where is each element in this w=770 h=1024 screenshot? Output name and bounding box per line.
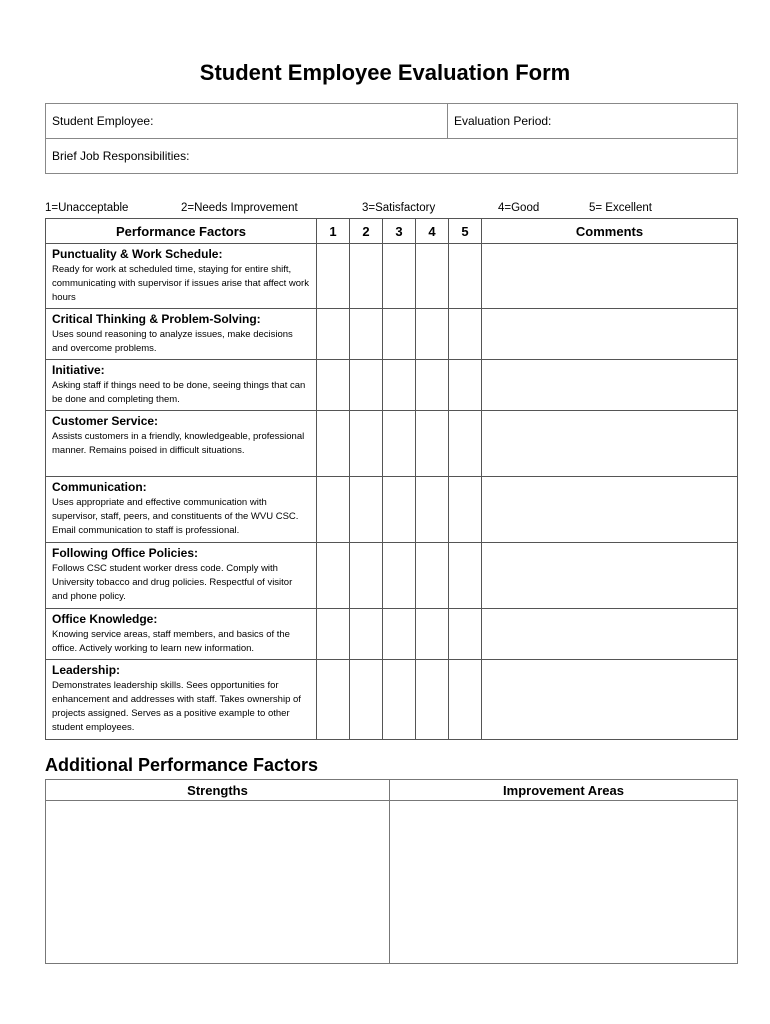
factor-name: Following Office Policies: <box>52 546 199 560</box>
scale-4: 4=Good <box>498 202 540 214</box>
factor-row-communication <box>46 477 738 543</box>
factor-description: Asking staff if things need to be done, seeing things that can be done and completing them. <box>52 380 306 405</box>
rating-cell-5[interactable] <box>449 477 482 543</box>
scale-2: 2=Needs Improvement <box>181 202 298 214</box>
header-strengths: Strengths <box>46 780 390 801</box>
rating-cell-5[interactable] <box>449 609 482 660</box>
scale-1: 1=Unacceptable <box>45 202 129 214</box>
comment-cell[interactable] <box>482 609 738 660</box>
factor-description: Assists customers in a friendly, knowledgeable, professional manner. Remains poised in difficult situations. <box>52 431 305 456</box>
strengths-improvement-table <box>45 779 738 964</box>
rating-cell-1[interactable] <box>317 411 350 477</box>
factor-row-customer-service <box>46 411 738 477</box>
header-rating-4: 4 <box>416 219 449 244</box>
rating-cell-2[interactable] <box>350 660 383 740</box>
header-performance-factors: Performance Factors <box>46 219 317 244</box>
rating-cell-5[interactable] <box>449 543 482 609</box>
additional-factors-title: Additional Performance Factors <box>45 755 319 775</box>
factor-cell <box>46 543 317 609</box>
rating-cell-3[interactable] <box>383 477 416 543</box>
comment-cell[interactable] <box>482 309 738 360</box>
rating-cell-5[interactable] <box>449 360 482 411</box>
comment-cell[interactable] <box>482 543 738 609</box>
evaluation-period-field[interactable] <box>448 104 738 139</box>
header-rating-1: 1 <box>317 219 350 244</box>
rating-cell-3[interactable] <box>383 609 416 660</box>
factor-cell <box>46 244 317 309</box>
rating-cell-3[interactable] <box>383 360 416 411</box>
strengths-field[interactable] <box>46 801 390 964</box>
factor-description: Follows CSC student worker dress code. Comply with University tobacco and drug policies. Respectful of visitor and phone policy. <box>52 563 293 602</box>
header-rating-3: 3 <box>383 219 416 244</box>
page-title: Student Employee Evaluation Form <box>199 60 571 85</box>
scale-3: 3=Satisfactory <box>362 202 436 214</box>
factor-description: Ready for work at scheduled time, staying for entire shift, communicating with supervisor if issues arise that affect work hours <box>52 264 309 303</box>
brief-job-responsibilities-field[interactable] <box>46 139 738 174</box>
factor-row-leadership <box>46 660 738 740</box>
employee-info-table <box>45 103 738 174</box>
factor-description: Uses appropriate and effective communication with supervisor, staff, peers, and constituents of the WVU CSC. Email communication to staff is professional. <box>52 497 299 536</box>
rating-cell-1[interactable] <box>317 609 350 660</box>
header-improvement-areas: Improvement Areas <box>390 780 738 801</box>
rating-cell-1[interactable] <box>317 477 350 543</box>
rating-cell-4[interactable] <box>416 411 449 477</box>
rating-cell-3[interactable] <box>383 660 416 740</box>
factor-name: Punctuality & Work Schedule: <box>52 247 223 261</box>
improvement-areas-field[interactable] <box>390 801 738 964</box>
header-comments: Comments <box>482 219 738 244</box>
factor-row-punctuality <box>46 244 738 309</box>
student-employee-field[interactable] <box>46 104 448 139</box>
factor-name: Office Knowledge: <box>52 612 158 626</box>
factor-cell <box>46 411 317 477</box>
comment-cell[interactable] <box>482 360 738 411</box>
rating-cell-3[interactable] <box>383 309 416 360</box>
brief-job-responsibilities-label: Brief Job Responsibilities: <box>52 149 190 163</box>
rating-cell-4[interactable] <box>416 360 449 411</box>
factor-cell <box>46 477 317 543</box>
rating-cell-1[interactable] <box>317 543 350 609</box>
rating-cell-5[interactable] <box>449 411 482 477</box>
factor-cell <box>46 360 317 411</box>
header-rating-2: 2 <box>350 219 383 244</box>
factor-description: Demonstrates leadership skills. Sees opportunities for enhancement and addresses with staff. Takes ownership of projects assigned. Serves as a positive example to other student employees. <box>52 680 301 733</box>
factor-row-critical-thinking <box>46 309 738 360</box>
rating-cell-4[interactable] <box>416 309 449 360</box>
rating-cell-2[interactable] <box>350 543 383 609</box>
factor-cell <box>46 309 317 360</box>
rating-cell-2[interactable] <box>350 609 383 660</box>
rating-cell-5[interactable] <box>449 244 482 309</box>
rating-cell-4[interactable] <box>416 609 449 660</box>
rating-cell-5[interactable] <box>449 660 482 740</box>
rating-cell-2[interactable] <box>350 244 383 309</box>
rating-cell-1[interactable] <box>317 660 350 740</box>
performance-factors-table <box>45 218 738 740</box>
rating-cell-1[interactable] <box>317 244 350 309</box>
factor-row-office-policies <box>46 543 738 609</box>
rating-cell-2[interactable] <box>350 411 383 477</box>
comment-cell[interactable] <box>482 660 738 740</box>
comment-cell[interactable] <box>482 477 738 543</box>
factor-description: Uses sound reasoning to analyze issues, make decisions and overcome problems. <box>52 329 293 354</box>
factor-description: Knowing service areas, staff members, and basics of the office. Actively working to learn new information. <box>52 629 290 654</box>
factor-cell <box>46 660 317 740</box>
factor-cell <box>46 609 317 660</box>
factor-name: Critical Thinking & Problem-Solving: <box>52 312 261 326</box>
factor-name: Communication: <box>52 480 147 494</box>
header-rating-5: 5 <box>449 219 482 244</box>
factor-name: Leadership: <box>52 663 121 677</box>
rating-cell-5[interactable] <box>449 309 482 360</box>
rating-cell-3[interactable] <box>383 411 416 477</box>
comment-cell[interactable] <box>482 244 738 309</box>
rating-cell-1[interactable] <box>317 360 350 411</box>
rating-scale-legend <box>45 202 738 218</box>
rating-cell-2[interactable] <box>350 309 383 360</box>
factor-name: Initiative: <box>52 363 105 377</box>
factor-row-office-knowledge <box>46 609 738 660</box>
rating-cell-4[interactable] <box>416 477 449 543</box>
rating-cell-1[interactable] <box>317 309 350 360</box>
evaluation-period-label: Evaluation Period: <box>454 114 552 128</box>
rating-cell-3[interactable] <box>383 543 416 609</box>
factor-name: Customer Service: <box>52 414 159 428</box>
student-employee-label: Student Employee: <box>52 114 154 128</box>
comment-cell[interactable] <box>482 411 738 477</box>
rating-cell-4[interactable] <box>416 244 449 309</box>
rating-cell-2[interactable] <box>350 360 383 411</box>
rating-cell-4[interactable] <box>416 543 449 609</box>
rating-cell-4[interactable] <box>416 660 449 740</box>
factor-row-initiative <box>46 360 738 411</box>
rating-cell-2[interactable] <box>350 477 383 543</box>
scale-5: 5= Excellent <box>589 202 652 214</box>
rating-cell-3[interactable] <box>383 244 416 309</box>
